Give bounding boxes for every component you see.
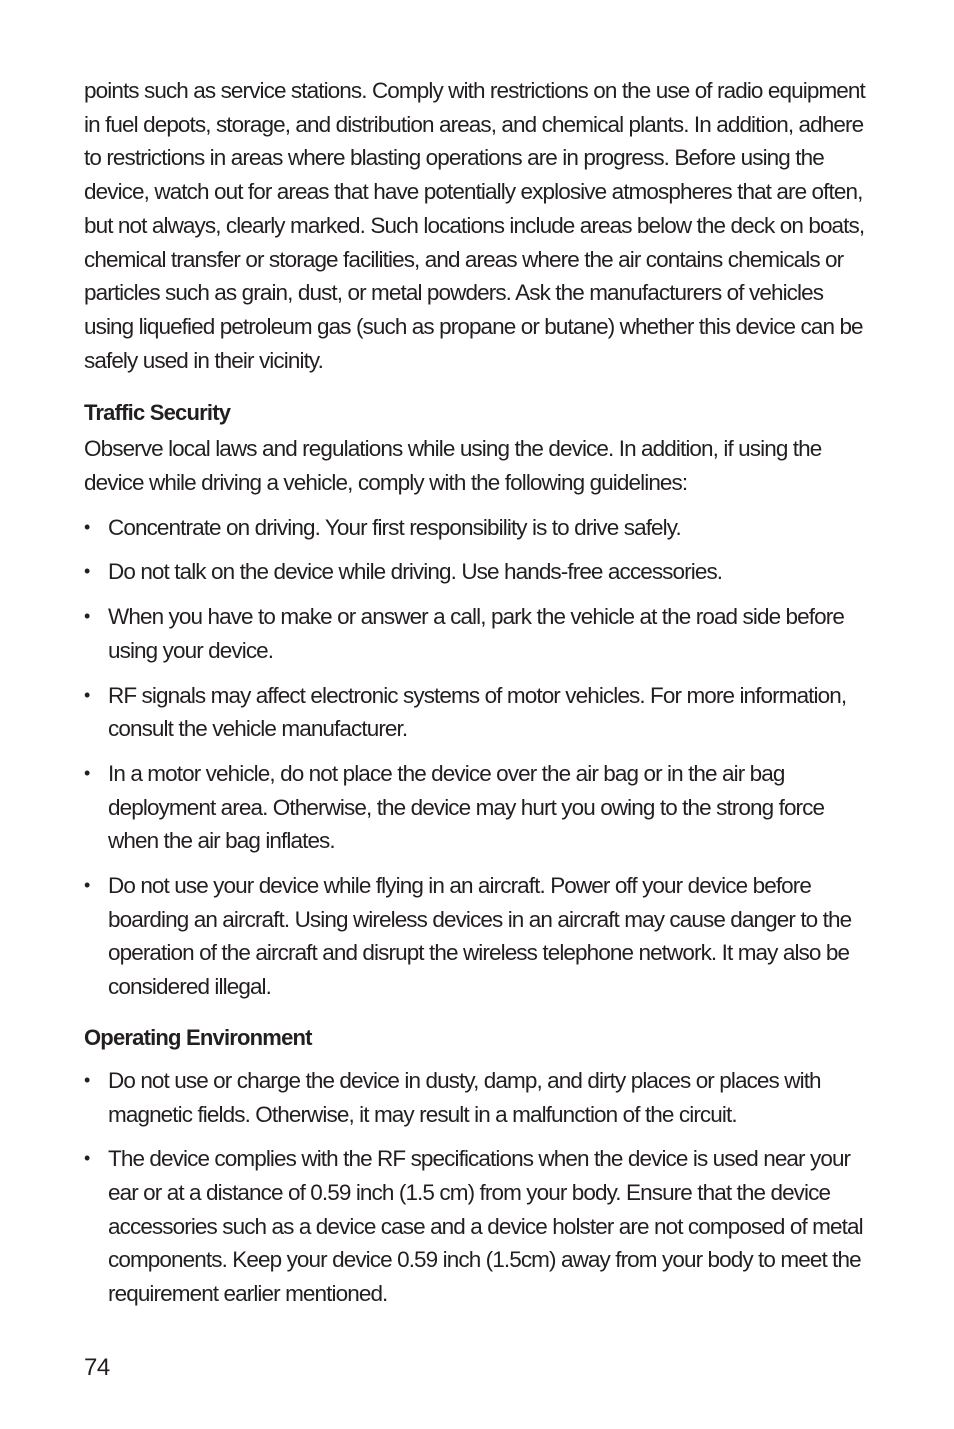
list-item-text: Do not use your device while flying in an aircraft. Power off your device before boarding an aircraft. Using wireless devices in an aircraft may cause danger to the operation of the aircraft and disrupt the wireless telephone network. It may also be considered illegal. <box>108 873 852 1000</box>
bullet-icon: • <box>84 1069 90 1090</box>
list-item-text: Do not talk on the device while driving. Use hands-free accessories. <box>108 559 723 585</box>
intro-paragraph: points such as service stations. Comply with restrictions on the use of radio equipment in fuel depots, storage, and distribution areas, and chemical plants. In addition, adhere to restrictions in areas where blasting operations are in progress. Before using the device, watch out for areas that have potentially explosive atmospheres that are often, but not always, clearly marked. Such locations include areas below the deck on boats, chemical transfer or storage facilities, and areas where the air contains chemicals or particles such as grain, dust, or metal powders. Ask the manufacturers of vehicles using liquefied petroleum gas (such as propane or butane) whether this device can be safely used in their vicinity. <box>84 78 865 373</box>
traffic-security-heading: Traffic Security <box>84 400 231 426</box>
operating-environment-list <box>84 1064 872 1311</box>
page-number: 74 <box>84 1354 110 1381</box>
list-item <box>84 511 872 545</box>
bullet-icon: • <box>84 684 90 705</box>
traffic-security-intro: Observe local laws and regulations while using the device. In addition, if using the device while driving a vehicle, comply with the following guidelines: <box>84 436 822 496</box>
list-item <box>84 1064 872 1131</box>
bullet-icon: • <box>84 762 90 783</box>
list-item <box>84 757 872 858</box>
list-item-text: Do not use or charge the device in dusty, damp, and dirty places or places with magnetic fields. Otherwise, it may result in a malfunction of the circuit. <box>108 1067 821 1127</box>
list-item <box>84 869 872 1004</box>
list-item <box>84 679 872 746</box>
list-item-text: In a motor vehicle, do not place the device over the air bag or in the air bag deployment area. Otherwise, the device may hurt you owing to the strong force when the air bag inflates. <box>108 760 825 854</box>
list-item <box>84 1142 872 1311</box>
page-content <box>84 74 872 1311</box>
list-item-text: RF signals may affect electronic systems of motor vehicles. For more information, consult the vehicle manufacturer. <box>108 682 847 742</box>
bullet-icon: • <box>84 561 90 582</box>
list-item <box>84 600 872 667</box>
traffic-security-list <box>84 511 872 1004</box>
list-item <box>84 555 872 589</box>
bullet-icon: • <box>84 1148 90 1169</box>
bullet-icon: • <box>84 606 90 627</box>
list-item-text: Concentrate on driving. Your first responsibility is to drive safely. <box>108 514 681 540</box>
bullet-icon: • <box>84 516 90 537</box>
list-item-text: When you have to make or answer a call, park the vehicle at the road side before using your device. <box>108 604 844 663</box>
operating-environment-heading: Operating Environment <box>84 1024 312 1050</box>
list-item-text: The device complies with the RF specifications when the device is used near your ear or at a distance of 0.59 inch (1.5 cm) from your body. Ensure that the device accessories such as a device case and a device holster are not composed of metal components. Keep your device 0.59 inch (1.5cm) away from your body to meet the requirement earlier mentioned. <box>108 1146 863 1307</box>
bullet-icon: • <box>84 875 90 896</box>
